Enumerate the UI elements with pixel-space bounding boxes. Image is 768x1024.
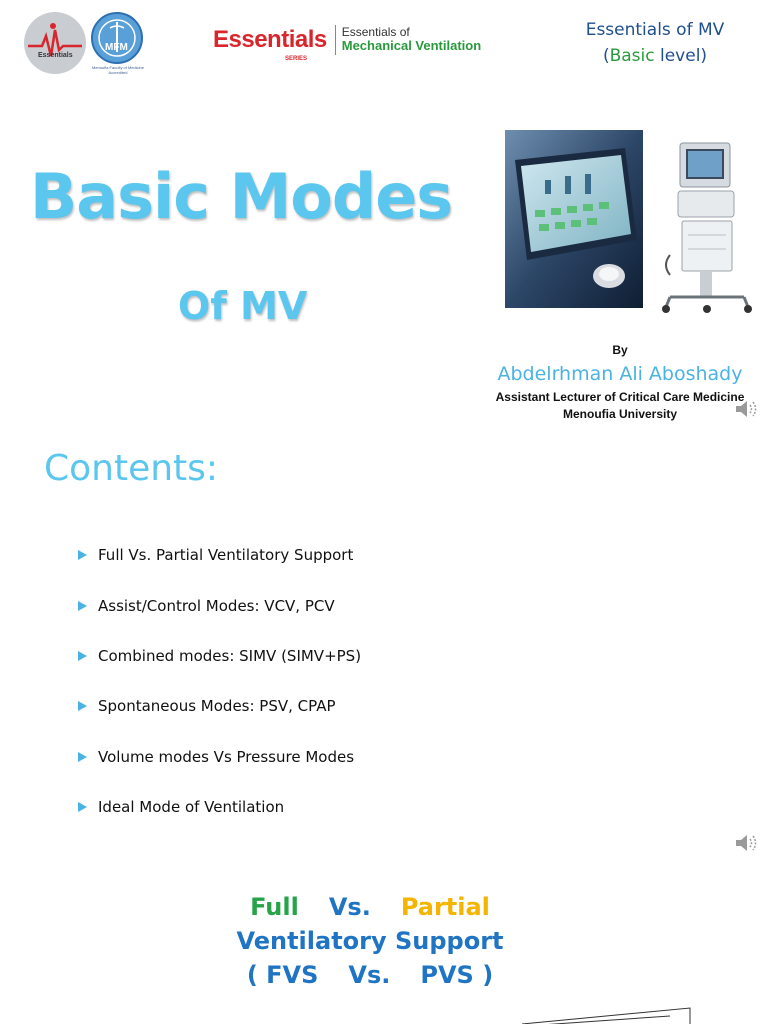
course-tag-line2: (Basic level)	[602, 45, 708, 66]
triangle-bullet-icon	[78, 802, 87, 812]
list-item	[78, 631, 678, 681]
list-item	[78, 580, 678, 630]
by-label: By	[612, 343, 628, 357]
author-role: Assistant Lecturer of Critical Care Medicine	[495, 390, 745, 404]
ventilator-screen-photo	[505, 130, 643, 308]
list-item	[78, 681, 678, 731]
brand-series: SERIES	[285, 56, 308, 62]
contents-list	[78, 530, 678, 832]
caduceus-icon	[93, 14, 141, 62]
section-title-line1	[180, 890, 560, 924]
heartbeat-icon	[24, 12, 86, 74]
section-title-line2: Ventilatory Support	[236, 927, 504, 955]
mfm-logo-caption: Menoufia Faculty of Medicine Accredited	[91, 65, 145, 75]
triangle-bullet-icon	[78, 550, 87, 560]
author-name: Abdelrhman Ali Aboshady	[497, 363, 743, 385]
essentials-logo-label: Essentials	[38, 52, 73, 59]
triangle-bullet-icon	[78, 601, 87, 611]
list-item-text: Spontaneous Modes: PSV, CPAP	[98, 697, 336, 716]
contents-heading: Contents:	[44, 448, 219, 489]
essentials-logo	[24, 12, 86, 74]
partial-label: Partial	[400, 893, 490, 921]
list-item-text: Volume modes Vs Pressure Modes	[98, 747, 355, 766]
list-item-text: Ideal Mode of Ventilation	[98, 798, 285, 817]
brand-subtitle-line2: Mechanical Ventilation	[341, 38, 482, 54]
slide-subtitle: Of MV	[178, 284, 308, 328]
brand-subtitle	[342, 26, 481, 55]
audio-speaker-icon[interactable]	[733, 830, 759, 856]
course-tag	[560, 18, 750, 69]
mfm-logo	[91, 12, 143, 64]
brand-divider	[335, 25, 336, 55]
list-item	[78, 782, 678, 832]
triangle-bullet-icon	[78, 752, 87, 762]
course-level: Basic	[609, 45, 655, 66]
list-item	[78, 530, 678, 580]
ventilator-cart-photo	[660, 135, 755, 315]
author-affiliation: Menoufia University	[562, 407, 678, 421]
triangle-bullet-icon	[78, 651, 87, 661]
vs-label: Vs.	[328, 893, 371, 921]
course-tag-line1: Essentials of MV	[585, 20, 725, 40]
section-title	[180, 890, 560, 992]
slide-title: Basic Modes	[30, 160, 453, 233]
list-item-text: Combined modes: SIMV (SIMV+PS)	[98, 646, 362, 665]
brand-subtitle-line1: Essentials of	[341, 24, 410, 39]
list-item-text: Full Vs. Partial Ventilatory Support	[98, 546, 354, 565]
audio-speaker-icon[interactable]	[733, 396, 759, 422]
essentials-brand-banner	[213, 20, 481, 60]
mfm-logo-label: MFM	[105, 42, 128, 53]
full-label: Full	[250, 893, 299, 921]
triangle-bullet-icon	[78, 701, 87, 711]
diagram-frame	[520, 1004, 695, 1024]
section-title-line3: ( FVS Vs. PVS )	[246, 961, 494, 989]
list-item-text: Assist/Control Modes: VCV, PCV	[98, 596, 335, 615]
list-item	[78, 732, 678, 782]
brand-word: Essentials	[213, 26, 327, 53]
